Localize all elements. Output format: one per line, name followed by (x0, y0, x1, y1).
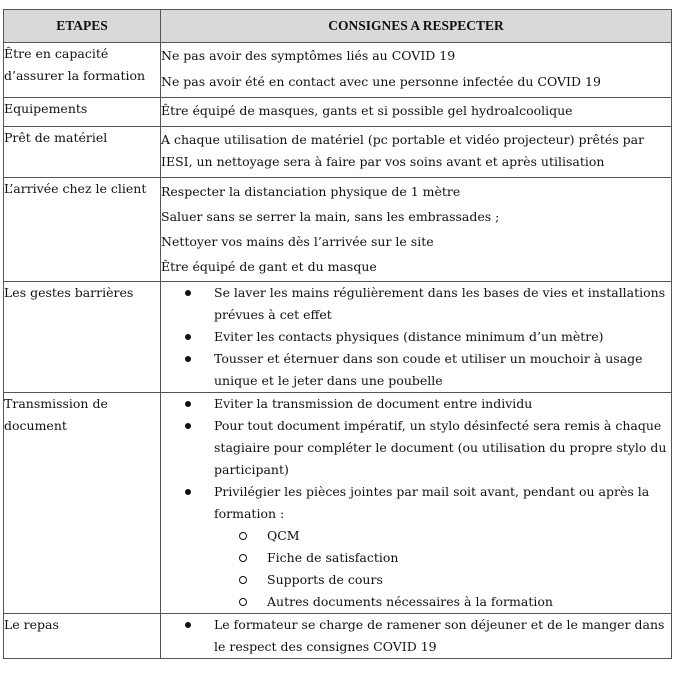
consigne-text: Être équipé de gant et du masque (161, 259, 377, 274)
bullet-icon (185, 401, 191, 407)
step-label: Prêt de matériel (4, 127, 161, 178)
sub-list-item (161, 525, 671, 547)
header-consignes: CONSIGNES A RESPECTER (161, 10, 672, 43)
circle-bullet-icon (239, 576, 247, 584)
table-row (4, 127, 672, 178)
list-item-text: Se laver les mains régulièrement dans les bases de vies et installations prévues à cet effet (214, 285, 666, 322)
step-label: Transmission de document (4, 393, 161, 614)
sub-list-item-text: Fiche de satisfaction (267, 550, 399, 565)
consignes-cell (161, 614, 672, 659)
table-row (4, 178, 672, 282)
header-row (4, 10, 672, 43)
list-item-text: Pour tout document impératif, un stylo désinfecté sera remis à chaque stagiaire pour compléter le document (ou utilisation du propre stylo du participant) (214, 418, 667, 477)
bullet-icon (185, 334, 191, 340)
sub-list-item (161, 547, 671, 569)
list-item-text: Le formateur se charge de ramener son déjeuner et de le manger dans le respect des consignes COVID 19 (214, 617, 665, 654)
table-row (4, 282, 672, 393)
instructions-table (3, 9, 672, 659)
table-row (4, 98, 672, 127)
circle-bullet-icon (239, 598, 247, 606)
circle-bullet-icon (239, 532, 247, 540)
consigne-text: Respecter la distanciation physique de 1 mètre (161, 184, 461, 199)
bullet-icon (185, 622, 191, 628)
consignes-cell (161, 282, 672, 393)
sub-list-item-text: Autres documents nécessaires à la formation (267, 594, 553, 609)
consignes-cell (161, 127, 672, 178)
list-item-text: Tousser et éternuer dans son coude et utiliser un mouchoir à usage unique et le jeter dans une poubelle (214, 351, 643, 388)
sub-list-item-text: Supports de cours (267, 572, 383, 587)
step-label: L’arrivée chez le client (4, 178, 161, 282)
step-label: Le repas (4, 614, 161, 659)
consignes-cell (161, 43, 672, 98)
bullet-icon (185, 356, 191, 362)
consignes-cell (161, 178, 672, 282)
consignes-cell (161, 393, 672, 614)
consigne-text: A chaque utilisation de matériel (pc portable et vidéo projecteur) prêtés par IESI, un nettoyage sera à faire par vos soins avant et après utilisation (161, 132, 645, 169)
list-item (161, 614, 671, 658)
list-item-text: Privilégier les pièces jointes par mail soit avant, pendant ou après la formation : (214, 484, 650, 521)
header-etapes: ETAPES (4, 10, 161, 43)
table-row (4, 43, 672, 98)
circle-bullet-icon (239, 554, 247, 562)
table-row (4, 614, 672, 659)
list-item (161, 282, 671, 326)
sub-list-item-text: QCM (267, 528, 300, 543)
sub-list-item (161, 591, 671, 613)
step-label: Être en capacité d’assurer la formation (4, 43, 161, 98)
list-item (161, 326, 671, 348)
table-row (4, 393, 672, 614)
consignes-cell (161, 98, 672, 127)
bullet-icon (185, 290, 191, 296)
bullet-icon (185, 489, 191, 495)
step-label: Equipements (4, 98, 161, 127)
list-item (161, 481, 671, 525)
step-label: Les gestes barrières (4, 282, 161, 393)
list-item (161, 393, 671, 415)
consigne-text: Nettoyer vos mains dès l’arrivée sur le site (161, 234, 434, 249)
consigne-text: Ne pas avoir des symptômes liés au COVID 19 (161, 48, 456, 63)
consigne-text: Ne pas avoir été en contact avec une personne infectée du COVID 19 (161, 74, 601, 89)
list-item (161, 415, 671, 481)
consigne-text: Saluer sans se serrer la main, sans les embrassades ; (161, 209, 500, 224)
list-item-text: Eviter la transmission de document entre individu (214, 396, 533, 411)
bullet-icon (185, 423, 191, 429)
list-item (161, 348, 671, 392)
list-item-text: Eviter les contacts physiques (distance minimum d’un mètre) (214, 329, 604, 344)
sub-list-item (161, 569, 671, 591)
consigne-text: Être équipé de masques, gants et si possible gel hydroalcoolique (161, 103, 573, 118)
